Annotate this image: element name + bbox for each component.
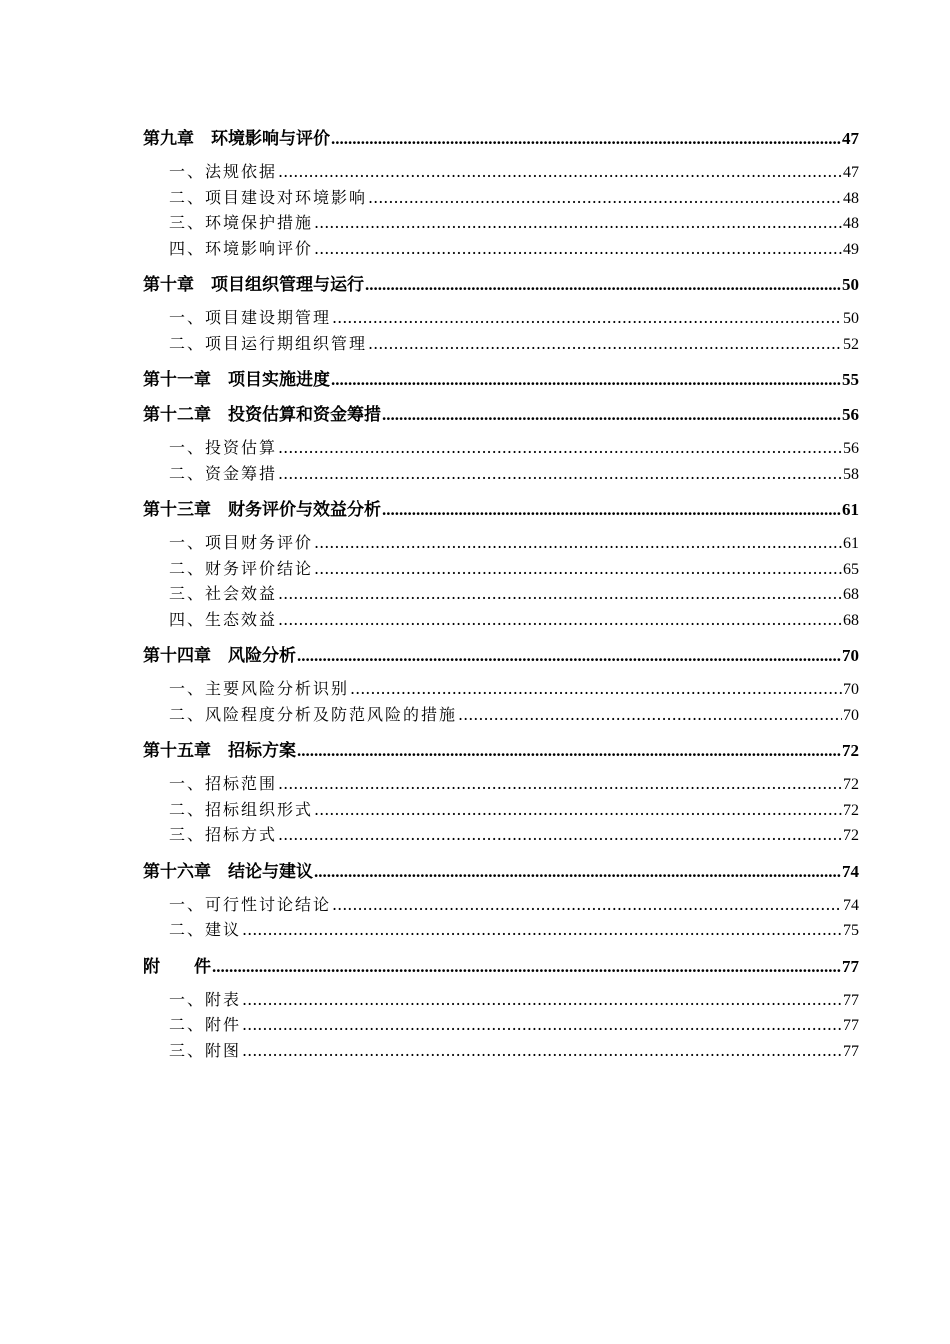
toc-section[interactable]	[143, 556, 859, 582]
toc-page-number: 77	[843, 1017, 859, 1034]
toc-page-number: 75	[843, 922, 859, 939]
toc-page-number: 50	[843, 310, 859, 327]
toc-page-number: 49	[843, 240, 859, 258]
toc-dot-leader	[368, 188, 842, 207]
toc-page-number: 65	[843, 560, 859, 578]
toc-page-number: 72	[842, 741, 859, 760]
toc-entry-title: 一、项目财务评价	[169, 533, 314, 552]
toc-entry-title: 第九章 环境影响与评价	[143, 129, 330, 149]
toc-dot-leader	[242, 920, 842, 939]
toc-dot-leader	[332, 308, 842, 327]
toc-page-number: 77	[842, 956, 859, 976]
toc-page-number: 72	[843, 827, 859, 844]
toc-chapter-13[interactable]	[143, 495, 859, 521]
toc-section[interactable]	[143, 702, 859, 728]
toc-section[interactable]	[143, 987, 859, 1013]
toc-dot-leader	[278, 774, 842, 793]
toc-entry-title: 二、资金筹措	[169, 463, 278, 483]
toc-page-number: 47	[842, 129, 859, 148]
toc-entry-title: 一、投资估算	[169, 438, 278, 457]
toc-page-number: 52	[843, 335, 859, 353]
toc-dot-leader	[314, 862, 841, 882]
toc-entry-title: 二、财务评价结论	[169, 558, 314, 578]
toc-dot-leader	[314, 800, 842, 819]
toc-entry-title: 第十五章 招标方案	[143, 741, 296, 761]
toc-page-number: 68	[843, 611, 859, 629]
toc-section[interactable]	[143, 331, 859, 357]
toc-section[interactable]	[143, 236, 859, 262]
toc-dot-leader	[212, 957, 841, 977]
toc-dot-leader	[458, 705, 842, 724]
toc-page-number: 72	[843, 801, 859, 819]
toc-page-number: 50	[842, 275, 859, 294]
toc-chapter-9[interactable]	[143, 124, 859, 150]
toc-entry-title: 第十四章 风险分析	[143, 646, 296, 666]
toc-entry-title: 第十一章 项目实施进度	[143, 370, 330, 390]
toc-entry-title: 第十二章 投资估算和资金筹措	[143, 405, 381, 425]
toc-section[interactable]	[143, 917, 859, 943]
toc-entry-title: 三、招标方式	[169, 825, 278, 844]
toc-dot-leader	[278, 584, 842, 603]
toc-section[interactable]	[143, 797, 859, 823]
toc-section[interactable]	[143, 676, 859, 702]
toc-page-number: 61	[842, 500, 859, 519]
toc-page-number: 68	[843, 586, 859, 603]
toc-page-number: 48	[843, 189, 859, 207]
toc-dot-leader	[242, 990, 842, 1009]
toc-section[interactable]	[143, 435, 859, 461]
toc-chapter-14[interactable]	[143, 641, 859, 667]
toc-page-number: 56	[843, 440, 859, 457]
toc-dot-leader	[278, 438, 842, 457]
toc-dot-leader	[382, 500, 841, 520]
toc-page-number: 70	[843, 706, 859, 724]
toc-section[interactable]	[143, 1038, 859, 1064]
toc-page-number: 56	[842, 405, 859, 424]
toc-dot-leader	[297, 646, 841, 666]
toc-section[interactable]	[143, 305, 859, 331]
toc-entry-title: 第十六章 结论与建议	[143, 861, 313, 882]
toc-entry-title: 一、附表	[169, 989, 242, 1009]
toc-section[interactable]	[143, 581, 859, 607]
toc-dot-leader	[368, 334, 842, 353]
toc-section[interactable]	[143, 159, 859, 185]
toc-page-number: 72	[843, 776, 859, 793]
toc-page-number: 77	[843, 1042, 859, 1060]
toc-section[interactable]	[143, 822, 859, 848]
toc-page-number: 74	[843, 896, 859, 914]
toc-entry-title: 四、环境影响评价	[169, 238, 314, 258]
toc-section[interactable]	[143, 530, 859, 556]
toc-chapter-16[interactable]	[143, 857, 859, 883]
toc-dot-leader	[242, 1015, 842, 1034]
toc-section[interactable]	[143, 461, 859, 487]
toc-dot-leader	[331, 370, 841, 390]
toc-dot-leader	[278, 162, 842, 181]
toc-section[interactable]	[143, 892, 859, 918]
toc-dot-leader	[314, 239, 842, 258]
toc-entry-title: 三、环境保护措施	[169, 213, 314, 232]
toc-entry-title: 一、主要风险分析识别	[169, 679, 350, 698]
toc-entry-title: 二、建议	[169, 920, 242, 939]
toc-dot-leader	[331, 129, 841, 149]
toc-entry-title: 三、社会效益	[169, 584, 278, 603]
toc-page-number: 77	[843, 991, 859, 1009]
toc-dot-leader	[242, 1041, 842, 1060]
toc-page-number: 74	[842, 861, 859, 881]
toc-chapter-10[interactable]	[143, 270, 859, 296]
toc-page-number: 48	[843, 215, 859, 232]
toc-chapter-15[interactable]	[143, 736, 859, 762]
toc-entry-title: 一、项目建设期管理	[169, 308, 332, 327]
toc-section[interactable]	[143, 185, 859, 211]
toc-entry-title: 一、可行性讨论结论	[169, 894, 332, 914]
toc-section[interactable]	[143, 1012, 859, 1038]
toc-entry-title: 二、招标组织形式	[169, 799, 314, 819]
toc-chapter-12[interactable]	[143, 400, 859, 426]
toc-entry-title: 一、招标范围	[169, 774, 278, 793]
toc-page-number: 70	[842, 646, 859, 665]
toc-entry-title: 第十三章 财务评价与效益分析	[143, 500, 381, 520]
toc-page-number: 55	[842, 370, 859, 389]
toc-dot-leader	[278, 825, 842, 844]
toc-section[interactable]	[143, 607, 859, 633]
table-of-contents	[143, 124, 859, 1063]
toc-dot-leader	[350, 679, 842, 698]
toc-dot-leader	[365, 275, 841, 295]
toc-entry-title: 二、附件	[169, 1015, 242, 1034]
toc-dot-leader	[278, 610, 842, 629]
toc-page-number: 61	[843, 535, 859, 552]
toc-entry-title: 四、生态效益	[169, 609, 278, 629]
toc-chapter-appendix[interactable]	[143, 952, 859, 978]
toc-dot-leader	[332, 895, 842, 914]
toc-page-number: 58	[843, 465, 859, 483]
toc-page-number: 47	[843, 164, 859, 181]
toc-entry-title: 附 件	[143, 956, 211, 977]
toc-dot-leader	[314, 213, 842, 232]
toc-chapter-11[interactable]	[143, 365, 859, 391]
toc-entry-title: 二、项目运行期组织管理	[169, 333, 368, 353]
toc-dot-leader	[314, 533, 842, 552]
toc-entry-title: 三、附图	[169, 1040, 242, 1060]
toc-dot-leader	[278, 464, 842, 483]
toc-page-number: 70	[843, 681, 859, 698]
toc-entry-title: 二、风险程度分析及防范风险的措施	[169, 704, 458, 724]
toc-dot-leader	[382, 405, 841, 425]
toc-entry-title: 第十章 项目组织管理与运行	[143, 275, 364, 295]
toc-entry-title: 二、项目建设对环境影响	[169, 187, 368, 207]
toc-dot-leader	[297, 741, 841, 761]
toc-dot-leader	[314, 559, 842, 578]
toc-entry-title: 一、法规依据	[169, 162, 278, 181]
toc-section[interactable]	[143, 210, 859, 236]
toc-section[interactable]	[143, 771, 859, 797]
